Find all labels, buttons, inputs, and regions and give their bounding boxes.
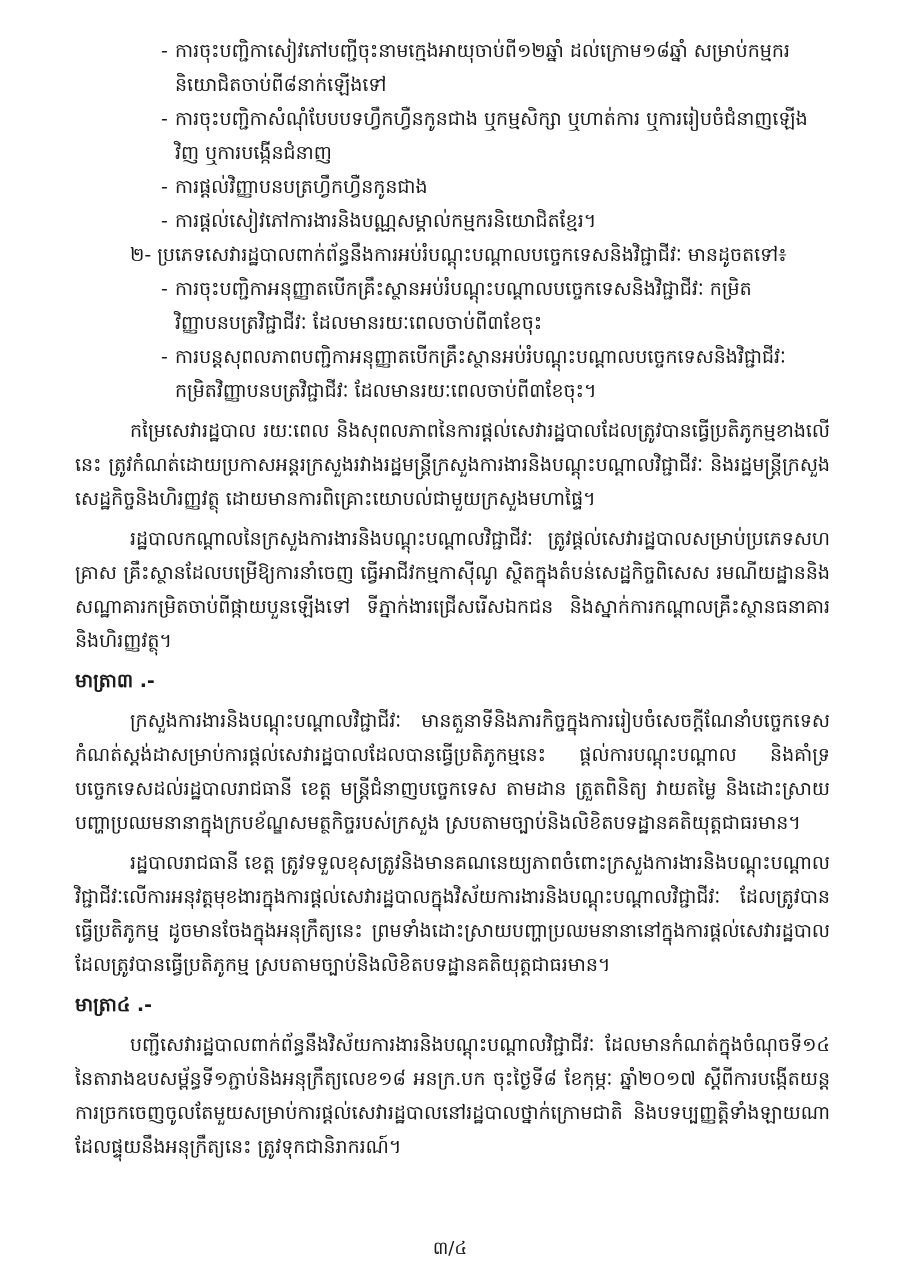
page-number: ៣/៤ <box>432 1238 468 1259</box>
article-4-heading: មាត្រា៤ .- <box>75 994 153 1016</box>
paragraph: បញ្ជីសេវារដ្ឋបាលពាក់ព័ន្ធនឹងវិស័យការងារនិងបណ្តុះបណ្តាលវិជ្ជាជីវៈ ដែលមានកំណត់ក្នុងចំណុចទី១៤ នៃតារាងឧបសម្ព័ន្ធទី១ភ្ជាប់និងអនុក្រឹត្យលេខ១៨ អនក្រ.បក ចុះថ្ងៃទី៨ ខែកុម្ភៈ ឆ្នាំ២០១៧ ស្តីពីការបង្កើតយន្តការច្រកចេញចូលតែមួយសម្រាប់ការផ្តល់សេវារដ្ឋបាលនៅរដ្ឋបាលថ្នាក់ក្រោមជាតិ និងបទប្បញ្ញត្តិទាំងឡាយណាដែលផ្ទុយនឹងអនុក្រឹត្យនេះ ត្រូវទុកជានិរាករណ៍។ <box>75 1034 830 1158</box>
bullet-list-top <box>75 34 830 238</box>
list-item: - ការផ្តល់វិញ្ញាបនបត្រហ្វឹកហ្វឺនកូនជាង <box>161 176 428 198</box>
paragraph: រដ្ឋបាលកណ្តាលនៃក្រសួងការងារនិងបណ្តុះបណ្តាលវិជ្ជាជីវៈ ត្រូវផ្តល់សេវារដ្ឋបាលសម្រាប់ប្រភេទសហគ្រាស គ្រឹះស្ថានដែលបម្រើឱ្យការនាំចេញ ធ្វើអាជីវកម្មកាស៊ីណូ ស្ថិតក្នុងតំបន់សេដ្ឋកិច្ចពិសេស រមណីយដ្ឋាននិងសណ្ឋាគារកម្រិតចាប់ពីផ្កាយបួនឡើងទៅ ទីភ្នាក់ងារជ្រើសរើសឯកជន និងស្នាក់ការកណ្តាលគ្រឹះស្ថានធនាគារនិងហិរញ្ញវត្ថុ។ <box>75 528 830 652</box>
section-2-heading: ២- ប្រភេទសេវារដ្ឋបាលពាក់ព័ន្ធនឹងការអប់រំបណ្តុះបណ្តាលបច្ចេកទេសនិងវិជ្ជាជីវៈ មានដូចតទៅ៖ <box>130 244 787 266</box>
paragraph: កម្រៃសេវារដ្ឋបាល រយៈពេល និងសុពលភាពនៃការផ្តល់សេវារដ្ឋបាលដែលត្រូវបានធ្វើប្រតិភូកម្មខាងលើនេះ ត្រូវកំណត់ដោយប្រកាសអន្តរក្រសួងរវាងរដ្ឋមន្ត្រីក្រសួងការងារនិងបណ្តុះបណ្តាលវិជ្ជាជីវៈ និងរដ្ឋមន្ត្រីក្រសួងសេដ្ឋកិច្ចនិងហិរញ្ញវត្ថុ ដោយមានការពិគ្រោះយោបល់ជាមួយក្រសួងមហាផ្ទៃ។ <box>75 420 830 510</box>
paragraph: រដ្ឋបាលរាជធានី ខេត្ត ត្រូវទទួលខុសត្រូវនិងមានគណនេយ្យភាពចំពោះក្រសួងការងារនិងបណ្តុះបណ្តាលវិជ្ជាជីវៈលើការអនុវត្តមុខងារក្នុងការផ្តល់សេវារដ្ឋបាលក្នុងវិស័យការងារនិងបណ្តុះបណ្តាលវិជ្ជាជីវៈ ដែលត្រូវបានធ្វើប្រតិភូកម្ម ដូចមានចែងក្នុងអនុក្រឹត្យនេះ ព្រមទាំងដោះស្រាយបញ្ហាប្រឈមនានានៅក្នុងការផ្តល់សេវារដ្ឋបាលដែលត្រូវបានធ្វើប្រតិភូកម្ម ស្របតាមច្បាប់និងលិខិតបទដ្ឋានគតិយុត្តជាធរមាន។ <box>75 852 830 976</box>
list-item: - ការបន្តសុពលភាពបញ្ជិកាអនុញ្ញាតបើកគ្រឹះស្ថានអប់រំបណ្តុះបណ្តាលបច្ចេកទេសនិងវិជ្ជាជីវៈ កម្រិតវិញ្ញាបនបត្រវិជ្ជាជីវៈ ដែលមានរយៈពេលចាប់ពី៣ខែចុះ។ <box>161 346 786 402</box>
list-item: - ការផ្តល់សៀវភៅការងារនិងបណ្ណសម្គាល់កម្មករនិយោជិតខ្មែរ។ <box>161 210 597 232</box>
list-item: - ការចុះបញ្ជិកាអនុញ្ញាតបើកគ្រឹះស្ថានអប់រំបណ្តុះបណ្តាលបច្ចេកទេសនិងវិជ្ជាជីវៈ កម្រិតវិញ្ញាបនបត្រវិជ្ជាជីវៈ ដែលមានរយៈពេលចាប់ពី៣ខែចុះ <box>161 278 752 334</box>
bullet-list-section-2 <box>75 272 830 408</box>
list-item: - ការចុះបញ្ជិកាសំណុំបែបបទហ្វឹកហ្វឺនកូនជាង ឬកម្មសិក្សា ឬហាត់ការ ឬការរៀបចំជំនាញឡើងវិញ ឬការបង្កើនជំនាញ <box>161 108 808 164</box>
article-3-heading: មាត្រា៣ .- <box>75 670 155 692</box>
list-item: - ការចុះបញ្ជិកាសៀវភៅបញ្ជីចុះនាមក្មេងអាយុចាប់ពី១២ឆ្នាំ ដល់ក្រោម១៨ឆ្នាំ សម្រាប់កម្មករនិយោជិតចាប់ពី៨នាក់ឡើងទៅ <box>161 40 790 96</box>
paragraph: ក្រសួងការងារនិងបណ្តុះបណ្តាលវិជ្ជាជីវៈ មានតួនាទីនិងភារកិច្ចក្នុងការរៀបចំសេចក្តីណែនាំបច្ចេកទេសកំណត់ស្តង់ដាសម្រាប់ការផ្តល់សេវារដ្ឋបាលដែលបានធ្វើប្រតិភូកម្មនេះ ផ្តល់ការបណ្តុះបណ្តាល និងគាំទ្របច្ចេកទេសដល់រដ្ឋបាលរាជធានី ខេត្ត មន្ត្រីជំនាញបច្ចេកទេស តាមដាន ត្រួតពិនិត្យ វាយតម្លៃ និងដោះស្រាយបញ្ហាប្រឈមនានាក្នុងក្របខ័ណ្ឌសមត្ថកិច្ចរបស់ក្រសួង ស្របតាមច្បាប់និងលិខិតបទដ្ឋានគតិយុត្តជាធរមាន។ <box>75 710 830 834</box>
